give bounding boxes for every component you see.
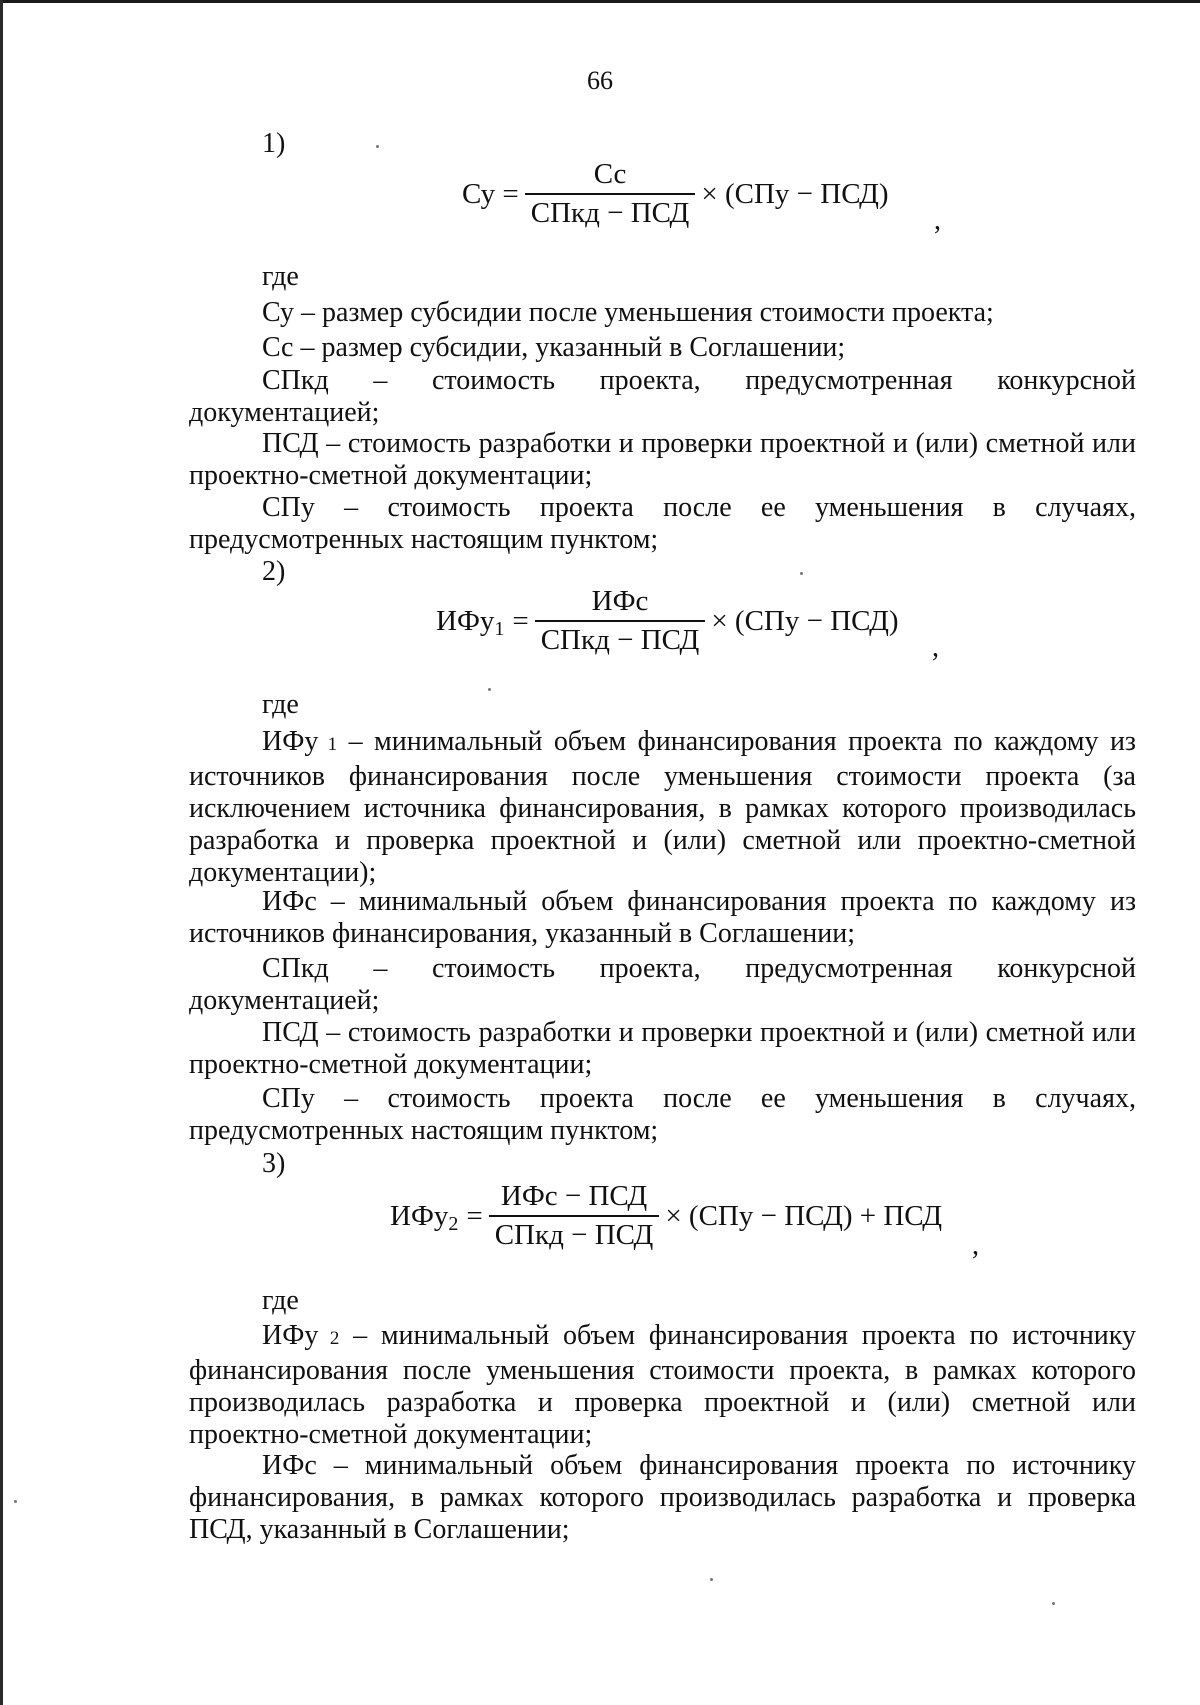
scan-speck [710,1578,713,1581]
formula-3-eq: = [466,1199,483,1232]
definition-su: Су – размер субсидии после уменьшения стоимости проекта; [262,297,994,328]
where-label-1: где [262,261,299,292]
formula-3-rhs: × (СПу − ПСД) + ПСД [665,1199,942,1232]
scan-speck [1052,1602,1055,1605]
formula-2 [436,585,899,658]
definition-ss: Сс – размер субсидии, указанный в Соглашении; [262,332,846,363]
formula-3-lhs-subscript: 2 [448,1212,459,1235]
where-label-2: где [262,689,299,720]
formula-2-fraction [535,585,706,658]
definition-spu-1: СПу – стоимость проекта после ее уменьшения в случаях, предусмотренных настоящим пунктом; [189,492,1136,555]
formula-2-rhs: × (СПу − ПСД) [711,604,899,637]
formula-3-numerator: ИФс − ПСД [500,1180,648,1212]
formula-3-lhs: ИФу [390,1199,449,1232]
scan-speck [800,572,803,575]
scan-speck [376,145,379,148]
formula-1-comma: , [934,205,941,236]
formula-2-numerator: ИФс [591,585,649,617]
page-left-border [0,0,3,1705]
formula-2-lhs-subscript: 1 [494,617,505,640]
formula-1-fraction [525,158,696,231]
item-number-1: 1) [262,128,286,159]
formula-3-fraction [489,1180,660,1253]
formula-1 [462,158,889,231]
scan-speck [488,688,491,691]
page-number: 66 [587,66,613,95]
where-label-3: где [262,1285,299,1316]
formula-2-eq: = [512,604,529,637]
item-number-3: 3) [262,1148,286,1179]
item-number-2: 2) [262,556,286,587]
formula-2-denominator: СПкд − ПСД [535,620,706,657]
formula-1-numerator: Сс [593,158,627,190]
definition-spkd-1: СПкд – стоимость проекта, предусмотренная конкурсной документацией; [189,365,1136,428]
formula-2-comma: , [932,632,939,663]
definition-psd-2: ПСД – стоимость разработки и проверки проектной и (или) сметной или проектно-сметной документации; [189,1017,1136,1080]
formula-1-denominator: СПкд − ПСД [525,193,696,230]
scan-speck [14,1500,17,1503]
definition-ifu2: ИФу 2 – минимальный объем финансирования проекта по источнику финансирования после уменьшения стоимости проекта, в рамках которого производилась разработка и проверка проектной и (или) сметной или проектно-сметной документации; [189,1320,1136,1450]
definition-ifs-2: ИФс – минимальный объем финансирования проекта по каждому из источников финансирования, указанный в Соглашении; [189,886,1136,949]
definition-spu-2: СПу – стоимость проекта после ее уменьшения в случаях, предусмотренных настоящим пунктом; [189,1083,1136,1146]
definition-psd-1: ПСД – стоимость разработки и проверки проектной и (или) сметной или проектно-сметной документации; [189,428,1136,491]
page-top-border [0,0,1200,3]
formula-3-denominator: СПкд − ПСД [489,1215,660,1252]
formula-3 [390,1180,942,1253]
formula-3-comma: , [972,1230,979,1261]
formula-1-rhs: × (СПу − ПСД) [701,177,889,210]
formula-2-lhs: ИФу [436,604,495,637]
definition-spkd-2: СПкд – стоимость проекта, предусмотренная конкурсной документацией; [189,953,1136,1016]
definition-ifu1: ИФу 1 – минимальный объем финансирования проекта по каждому из источников финансирования после уменьшения стоимости проекта (за исключением источника финансирования, в рамках которого производилась разработка и проверка проектной и (или) сметной или проектно-сметной документации); [189,726,1136,888]
formula-1-lhs: Су = [462,177,519,210]
definition-ifs-3: ИФс – минимальный объем финансирования проекта по источнику финансирования, в рамках которого производилась разработка и проверка ПСД, указанный в Соглашении; [189,1450,1136,1545]
